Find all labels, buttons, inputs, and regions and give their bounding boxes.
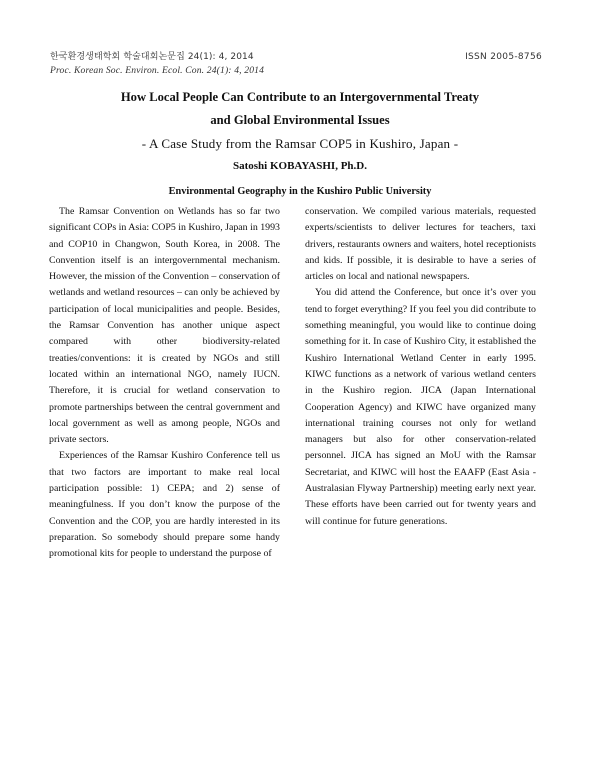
paper-title-line-1: How Local People Can Contribute to an Intergovernmental Treaty: [120, 90, 480, 104]
body-column-left: [49, 204, 280, 563]
title-block: [40, 86, 560, 200]
author-name: Satoshi KOBAYASHI, Ph.D.: [233, 160, 367, 172]
english-citation: Proc. Korean Soc. Environ. Ecol. Con. 24(1): 4, 2014: [50, 65, 265, 76]
body-paragraph: You did attend the Conference, but once it’s over you tend to forget everything? If you feel you did contribute to something meaningful, you would like to continue doing something for it. In case of Kushiro City, it established the Kushiro International Wetland Center in early 1995. KIWC functions as a network of various wetland centers in the Kushiro region. JICA (Japan International Cooperation Agency) and KIWC have organized many international training courses not only for wetland managers but also for other conservation-related personnel. JICA has signed an MoU with the Ramsar Secretariat, and KIWC will host the EAAFP (East Asia - Australasian Flyway Partnership) meeting early next year. These efforts have been carried out for twenty years and will continue for future generations.: [305, 287, 536, 527]
body-paragraph: Experiences of the Ramsar Kushiro Conference tell us that two factors are important to make real local participation possible: 1) CEPA; and 2) sense of meaningfulness. If you don’t know the purpose of the Convention and the COP, you are hardly interested in its preparation. So somebody should prepare some handy promotional kits for people to understand the purpose of: [49, 450, 280, 560]
body-paragraph: The Ramsar Convention on Wetlands has so far two significant COPs in Asia: COP5 in Kushiro, Japan in 1993 and COP10 in Changwon, South Korea, in 2008. The Convention itself is an intergovernmental mechanism. However, the mission of the Convention – conservation of wetlands and wetland resources – can only be achieved by participation of local municipalities and people. Besides, the Ramsar Convention has another unique aspect compared with other biodiversity-related treaties/conventions: it is created by NGOs and still located within an international NGO, namely IUCN. Therefore, it is crucial for wetland conservation to promote partnerships between the central government and local government as well as among people, NGOs and private sectors.: [49, 206, 280, 446]
body-paragraph: conservation. We compiled various materials, requested experts/scientists to deliver lectures for teachers, taxi drivers, restaurants owners and waiters, hotel receptionists and kids. If possible, it is desirable to have a series of articles on local and national newspapers.: [305, 206, 536, 283]
paper-subtitle: - A Case Study from the Ramsar COP5 in Kushiro, Japan -: [141, 136, 459, 151]
issn-label: ISSN 2005-8756: [465, 52, 542, 62]
body-column-right: [305, 204, 536, 530]
paper-title-line-2: and Global Environmental Issues: [210, 113, 390, 127]
korean-citation: 한국환경생태학회 학술대회논문집 24(1): 4, 2014: [50, 52, 254, 62]
citation-header: [50, 50, 264, 78]
author-affiliation: Environmental Geography in the Kushiro Public University: [168, 186, 432, 197]
